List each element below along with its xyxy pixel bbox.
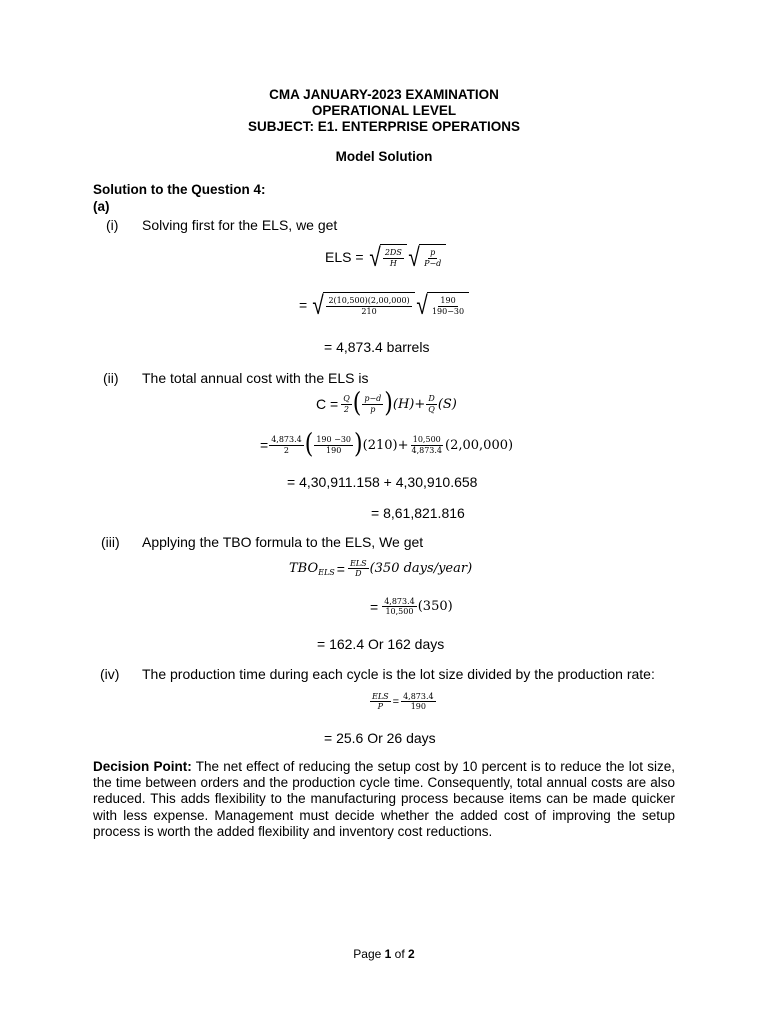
equals-sign: = [260,437,269,453]
setup-term: (S) [437,396,457,412]
page-label: Page [353,947,382,961]
fraction-denominator: D [355,569,362,579]
fraction-numerator: 2(10,500)(2,00,000) [328,296,410,306]
fraction-numerator: p [430,248,436,258]
page-current: 1 [384,947,392,961]
sqrt-substitution-1: √ $\frac{2(10,500)(2,00,000)}{210}$ [311,292,414,318]
els-label: ELS = [325,249,364,265]
fraction-numerator: 190 −30 [316,435,352,445]
equals-sign: = [336,560,345,577]
cost-total: = 8,61,821.816 [371,505,465,521]
part-i-text: Solving first for the ELS, we get [142,217,338,233]
fraction-denominator: 2 [283,445,289,455]
holding-value: (210)+ [362,437,409,453]
fraction-denominator: 4,873.4 [411,445,443,455]
fraction-denominator: 190−30 [431,306,465,316]
tbo-label: TBO [289,561,319,577]
els-result: = 4,873.4 barrels [324,339,430,355]
fraction-numerator: Q [343,394,350,404]
tbo-formula [289,559,472,578]
setup-value: (2,00,000) [445,437,514,453]
model-solution-title: Model Solution [335,149,433,164]
sqrt-2ds-h: √ $\frac{2DS}{H}$ [368,244,407,270]
holding-term: (H)+ [392,396,426,412]
fraction-denominator: 10,500 [385,607,414,617]
part-ii-text: The total annual cost with the ELS is [142,370,369,386]
fraction-numerator: 190 [440,296,456,306]
fraction-numerator: ELS [349,559,367,568]
page-total: 2 [408,947,415,961]
fraction-denominator: P−d [424,258,442,268]
fraction-numerator: 4,873.4 [384,597,415,606]
fraction-numerator: p−d [364,394,382,404]
tbo-substitution [370,597,453,616]
fraction-denominator: 190 [410,702,426,712]
equals-sign: = [370,598,379,615]
equals-sign: = [299,297,308,313]
part-a-label: (a) [93,199,110,214]
production-time-formula [369,692,437,711]
decision-point-label: Decision Point: [93,759,192,774]
production-time-result: = 25.6 Or 26 days [324,730,436,746]
fraction-denominator: p [370,404,376,414]
decision-point-paragraph [93,759,675,840]
els-formula [325,244,446,270]
cost-substitution: = $\frac{4,873.4}{2}$ ( $\frac{190 -30}{190}$ ) (210)+ $\frac{10,500}{4,873.4}$ (2,00,000) [260,428,514,460]
part-iv-text: The production time during each cycle is the lot size divided by the production rate: [142,666,655,682]
exam-level: OPERATIONAL LEVEL [311,103,457,118]
page-of: of [394,947,405,961]
fraction-numerator: 2DS [384,248,402,258]
decision-point-text: The net effect of reducing the setup cost by 10 percent is to reduce the lot size, the time between orders and the production cycle time. Consequently, total annual costs are also reduced. This adds flexibility to the manufacturing process because items can be made quicker with less expense. Management must decide whether the added cost of improving the setup process is worth the added flexibility and inventory cost reductions. [93,759,675,839]
exam-subject: SUBJECT: E1. ENTERPRISE OPERATIONS [247,119,521,134]
fraction-denominator: 2 [343,404,350,414]
tbo-subscript: ELS [318,568,335,578]
fraction-denominator: H [389,258,397,268]
fraction-denominator: Q [428,404,435,414]
tbo-result: = 162.4 Or 162 days [317,636,445,652]
cost-sum: = 4,30,911.158 + 4,30,910.658 [287,474,478,490]
fraction-numerator: 10,500 [412,435,441,445]
fraction-numerator: ELS [372,692,389,701]
els-substitution [299,292,469,318]
part-iii-text: Applying the TBO formula to the ELS, We get [142,534,424,550]
sqrt-p-pd: √ $\frac{p}{P-d}$ [407,244,447,270]
fraction-numerator: 4,873.4 [403,692,434,701]
question-heading: Solution to the Question 4: [93,182,266,197]
part-i-number: (i) [106,217,119,233]
fraction-numerator: 4,873.4 [271,435,302,445]
part-ii-number: (ii) [103,370,119,386]
part-iii-number: (iii) [101,534,120,550]
tbo-days-per-year: (350 days/year) [369,561,473,577]
fraction-numerator: D [428,394,435,404]
tbo-days: (350) [417,599,453,615]
cost-label: C = [316,396,339,412]
exam-title: CMA JANUARY-2023 EXAMINATION [269,87,499,102]
fraction-denominator: P [377,702,384,712]
page-number [0,947,768,961]
fraction-denominator: 190 [326,445,342,455]
sqrt-substitution-2: √ $\frac{190}{190-30}$ [415,292,469,318]
equals-sign: = [392,695,400,708]
part-iv-number: (iv) [100,666,120,682]
cost-formula: C = $\frac{Q}{2}$ ( $\frac{p-d}{p}$ ) (H)+ $\frac{D}{Q}$ (S) [316,387,457,419]
fraction-denominator: 210 [361,306,377,316]
